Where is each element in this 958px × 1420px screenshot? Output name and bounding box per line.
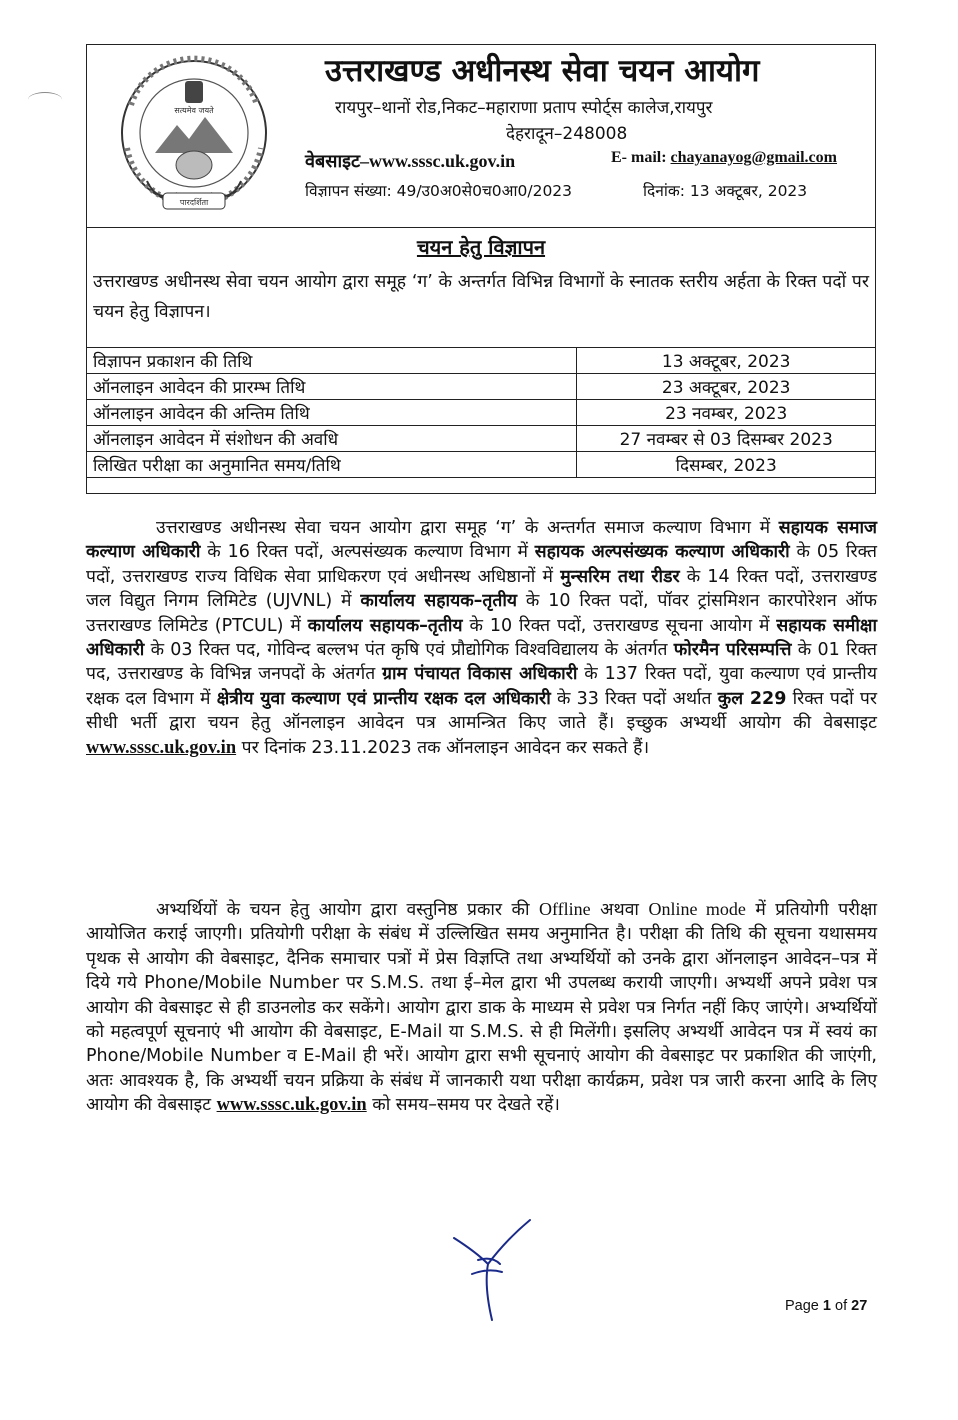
website-link[interactable]: www.sssc.uk.gov.in: [86, 737, 237, 758]
section-title-text: चयन हेतु विज्ञापन: [416, 235, 546, 259]
website-label: वेबसाइट–: [305, 151, 370, 171]
page-total: 27: [851, 1298, 868, 1314]
date-value: 13 अक्टूबर, 2023: [577, 348, 876, 374]
post-name: सहायक अल्पसंख्यक कल्याण अधिकारी: [534, 542, 790, 563]
para-text: अथवा: [590, 900, 649, 920]
para-text: के 05 रिक्त पदों, उत्तराखण्ड राज्य विधिक सेवा प्राधिकरण एवं अधीनस्थ अधिष्ठानों में: [86, 542, 877, 587]
table-row: [87, 374, 876, 400]
para-text: के 16 रिक्त पदों, अल्पसंख्यक कल्याण विभाग में: [200, 542, 535, 563]
email-link[interactable]: chayanayog@gmail.com: [670, 149, 837, 166]
post-name: सहायक समाज कल्याण अधिकारी: [86, 518, 877, 563]
website-link[interactable]: www.sssc.uk.gov.in: [216, 1095, 367, 1116]
post-name: ग्राम पंचायत विकास अधिकारी: [382, 664, 578, 685]
para-text: पर दिनांक 23.11.2023 तक ऑनलाइन आवेदन कर सकते हैं।: [236, 737, 650, 758]
page-corner-mark: [28, 92, 62, 107]
date-label: ऑनलाइन आवेदन की अन्तिम तिथि: [87, 400, 577, 426]
date-value: 23 नवम्बर, 2023: [577, 400, 876, 426]
page-label: Page: [785, 1298, 819, 1314]
page-number: [785, 1298, 867, 1314]
para-text: के 14 रिक्त पदों, उत्तराखण्ड जल विद्युत निगम लिमिटेड (UJVNL) में: [86, 566, 877, 612]
signature: [448, 1216, 538, 1326]
address-line-2: देहरादून–248008: [506, 124, 628, 144]
date-value: 23 अक्टूबर, 2023: [577, 374, 876, 400]
mode-text: Online mode: [648, 899, 746, 919]
intro-text: उत्तराखण्ड अधीनस्थ सेवा चयन आयोग द्वारा समूह ‘ग’ के अन्तर्गत विभिन्न विभागों के स्नातक स्तरीय अर्हता के रिक्त पदों पर चयन हेतु विज्ञापन।: [93, 272, 869, 322]
para-text: उत्तराखण्ड अधीनस्थ सेवा चयन आयोग द्वारा समूह ‘ग’ के अन्तर्गत समाज कल्याण विभाग में: [156, 518, 779, 538]
post-name: कार्यालय सहायक–तृतीय: [360, 591, 518, 612]
para-text: के 33 रिक्त पदों अर्थात: [550, 688, 718, 709]
para-text: अभ्यर्थियों के चयन हेतु आयोग द्वारा वस्तुनिष्ठ प्रकार की: [156, 900, 540, 920]
letterhead: [87, 45, 875, 228]
vacancy-paragraph: [86, 516, 877, 760]
para-text: के 03 रिक्त पद, गोविन्द बल्लभ पंत कृषि एवं प्रौद्योगिक विश्वविद्यालय के अंतर्गत: [144, 640, 674, 661]
para-text: के 01 रिक्त पद, उत्तराखण्ड के विभिन्न जनपदों के अंतर्गत: [86, 640, 877, 685]
address-line-1: रायपुर–थानों रोड,निकट–महाराणा प्रताप स्पोर्ट्स कालेज,रायपुर: [335, 98, 713, 118]
post-name: कार्यालय सहायक–तृतीय: [307, 615, 463, 636]
table-row: [87, 348, 876, 374]
date-label: लिखित परीक्षा का अनुमानित समय/तिथि: [87, 452, 577, 478]
post-name: क्षेत्रीय युवा कल्याण एवं प्रान्तीय रक्षक दल अधिकारी: [216, 688, 551, 709]
para-text: के 10 रिक्त पदों, पॉवर ट्रांसमिशन कारपोरेशन ऑफ उत्तराखण्ड लिमिटेड (PTCUL) में: [86, 591, 877, 636]
logo-bottom-text: पारदर्शिता: [179, 198, 209, 207]
para-text: रिक्त पदों पर सीधी भर्ती द्वारा चयन हेतु ऑनलाइन आवेदन पत्र आमन्त्रित किए जाते हैं। इच्छुक अभ्यर्थी आयोग की वेबसाइट: [86, 688, 878, 734]
para-text: में प्रतियोगी परीक्षा आयोजित कराई जाएगी। प्रतियोगी परीक्षा के संबंध में उल्लिखित समय अनुमानित है। परीक्षा की तिथि की सूचना यथासमय पृथक से आयोग की वेबसाइट, दैनिक समाचार पत्रों में प्रेस विज्ञप्ति तथा अभ्यर्थियों को उनके द्वारा ऑनलाइन आवेदन–पत्र में दिये गये Phone/Mobile Number पर S.M.S. तथा ई–मेल द्वारा भी उपलब्ध करायी जाएगी। अभ्यर्थी अपने प्रवेश पत्र आयोग की वेबसाइट से ही डाउनलोड कर सकेंगे। आयोग द्वारा डाक के माध्यम से प्रवेश पत्र निर्गत नहीं किए जाएंगे। अभ्यर्थियों को महत्वपूर्ण सूचनाएं भी आयोग की वेबसाइट, E-Mail या S.M.S. से ही मिलेंगी। इसलिए अभ्यर्थी आवेदन पत्र में स्वयं का Phone/Mobile Number व E-Mail ही भरें। आयोग द्वारा सभी सूचनाएं आयोग की वेबसाइट पर प्रकाशित की जाएंगी, अतः आवश्यक है, कि अभ्यर्थी चयन प्रक्रिया के संबंध में जानकारी यथा परीक्षा कार्यक्रम, प्रवेश पत्र जारी करना आदि के लिए आयोग की वेबसाइट: [86, 900, 877, 1116]
mode-text: Offline: [539, 899, 591, 919]
date-value: दिसम्बर, 2023: [577, 452, 876, 478]
commission-seal-logo: [107, 53, 281, 219]
website-line: [305, 149, 515, 173]
date-label: विज्ञापन प्रकाशन की तिथि: [87, 348, 577, 374]
post-name: फोरमैन परिसम्पत्ति: [673, 640, 792, 661]
table-row: [87, 426, 876, 452]
table-row: [87, 452, 876, 478]
page-current: 1: [822, 1298, 831, 1314]
total-posts: कुल 229: [717, 688, 787, 709]
para-text: को समय–समय पर देखते रहें।: [366, 1095, 560, 1116]
logo-motto: सत्यमेव जयते: [174, 106, 214, 115]
header-frame: [86, 44, 876, 494]
post-name: मुन्सरिम तथा रीडर: [560, 566, 680, 587]
table-row: [87, 400, 876, 426]
date-label: ऑनलाइन आवेदन की प्रारम्भ तिथि: [87, 374, 577, 400]
post-name: सहायक समीक्षा अधिकारी: [86, 615, 877, 661]
para-text: के 10 रिक्त पदों, उत्तराखण्ड सूचना आयोग में: [462, 615, 777, 636]
advertisement-number: विज्ञापन संख्या: 49/उ0अ0से0च0आ0/2023: [305, 182, 573, 200]
date-value: 27 नवम्बर से 03 दिसम्बर 2023: [577, 426, 876, 452]
date-label: ऑनलाइन आवेदन में संशोधन की अवधि: [87, 426, 577, 452]
advertisement-date: दिनांक: 13 अक्टूबर, 2023: [643, 182, 808, 200]
section-title: [87, 233, 875, 260]
page-of: of: [835, 1298, 848, 1314]
email-line: [611, 149, 837, 167]
email-label: E- mail:: [611, 149, 667, 166]
website-link[interactable]: www.sssc.uk.gov.in: [369, 151, 516, 171]
org-name: उत्तराखण्ड अधीनस्थ सेवा चयन आयोग: [325, 53, 760, 89]
para-text: के 137 रिक्त पदों, युवा कल्याण एवं प्रान्तीय रक्षक दल विभाग में: [86, 664, 877, 709]
exam-info-paragraph: [86, 897, 877, 1118]
important-dates-table: [86, 347, 876, 478]
